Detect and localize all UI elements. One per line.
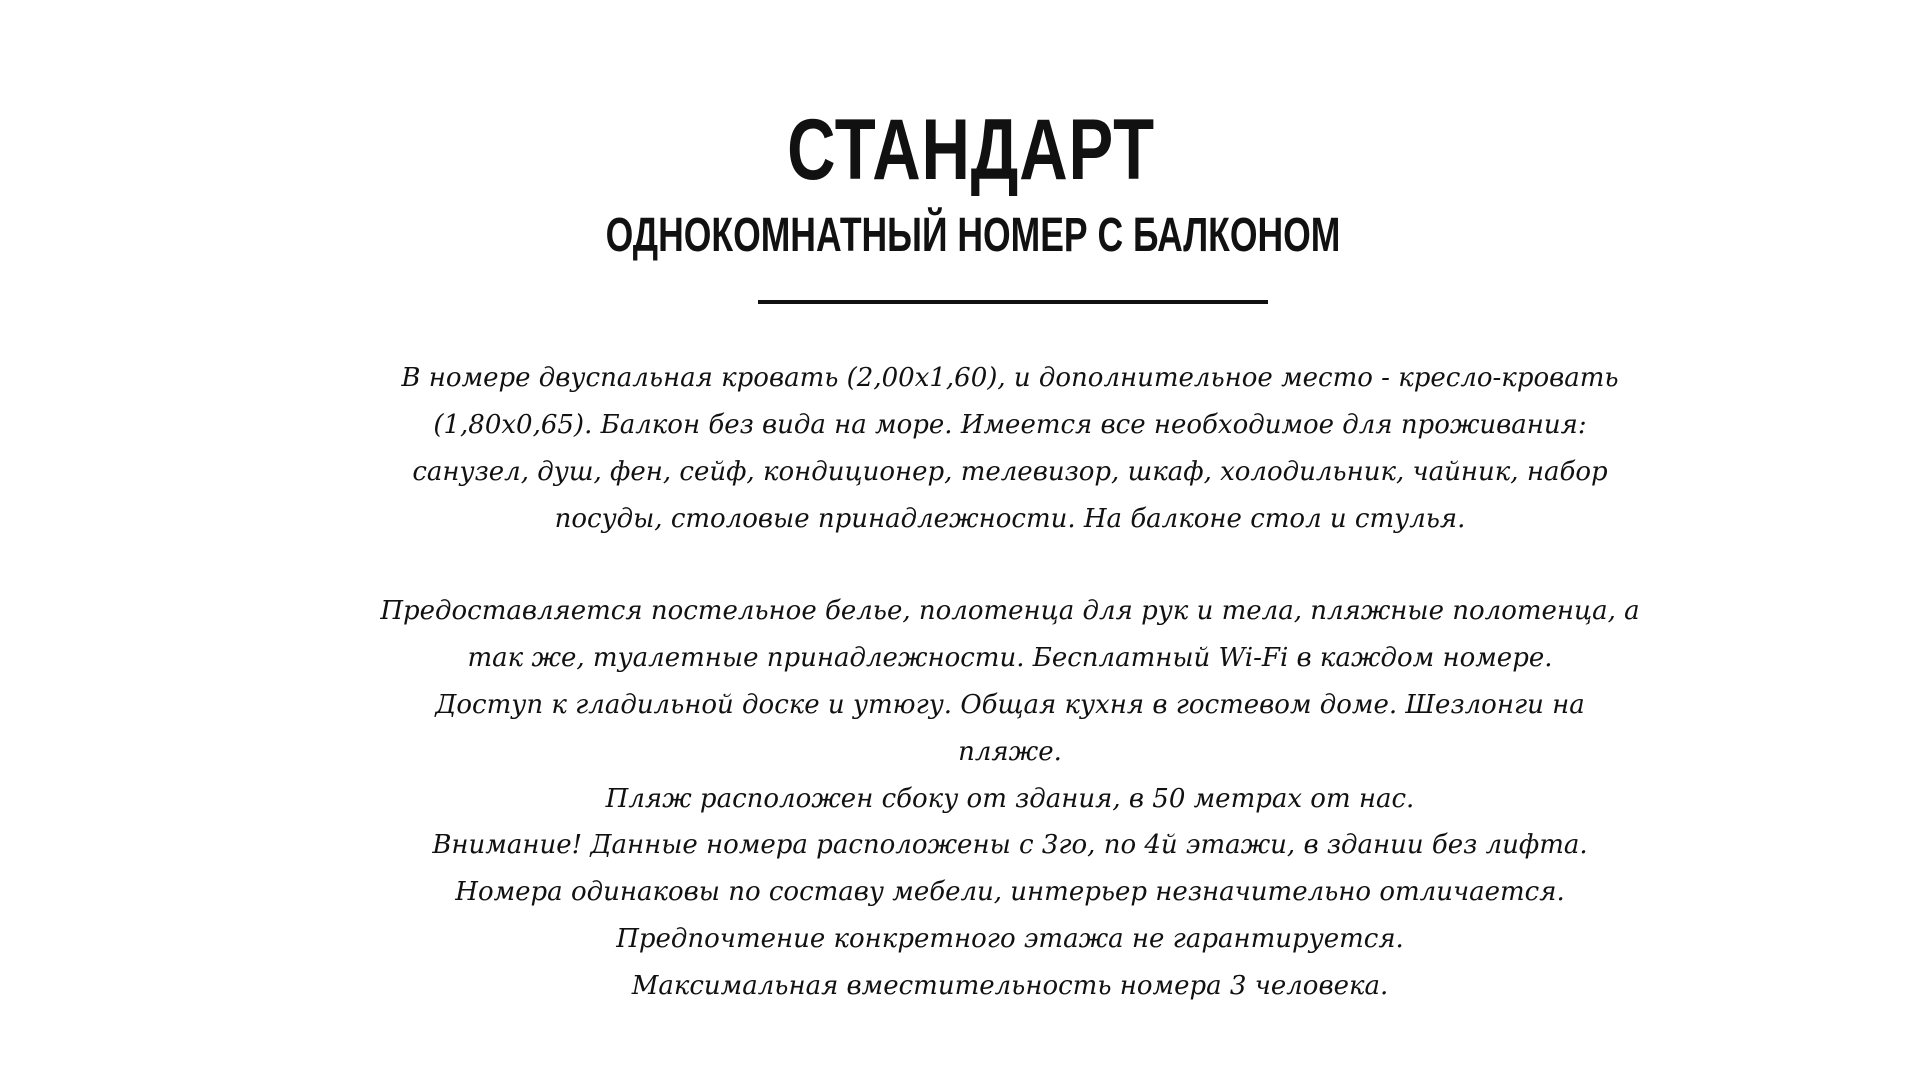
services-text-access: Доступ к гладильной доске и утюгу. Общая кухня в гостевом доме. Шезлонги на пляже.: [435, 690, 1585, 767]
description-paragraph-notice: [380, 822, 1640, 1010]
page-subtitle: ОДНОКОМНАТНЫЙ НОМЕР С БАЛКОНОМ: [605, 209, 1341, 262]
services-text-linens: Предоставляется постельное белье, полотенца для рук и тела, пляжные полотенца, а так же, туалетные принадлежности. Бесплатный Wi-Fi в каждом номере.: [380, 596, 1640, 673]
notice-text-capacity: Максимальная вместительность номера 3 человека.: [631, 971, 1389, 1001]
description-paragraph-services: [380, 588, 1640, 823]
page-title: СТАНДАРТ: [787, 102, 1155, 198]
title-divider: [758, 300, 1268, 304]
services-text-beach: Пляж расположен сбоку от здания, в 50 метрах от нас.: [605, 784, 1415, 814]
description-paragraph-amenities: В номере двуспальная кровать (2,00х1,60), и дополнительное место - кресло-кровать (1,80х0,65). Балкон без вида на море. Имеется все необходимое для проживания: санузел, душ, фен, сейф, кондиционер, телевизор, шкаф, холодильник, чайник, набор посуды, столовые принадлежности. На балконе стол и стулья.: [401, 363, 1619, 534]
notice-text-floors: Внимание! Данные номера расположены с 3го, по 4й этажи, в здании без лифта. Номера одинаковы по составу мебели, интерьер незначительно отличается. Предпочтение конкретного этажа не гарантируется.: [432, 830, 1588, 954]
